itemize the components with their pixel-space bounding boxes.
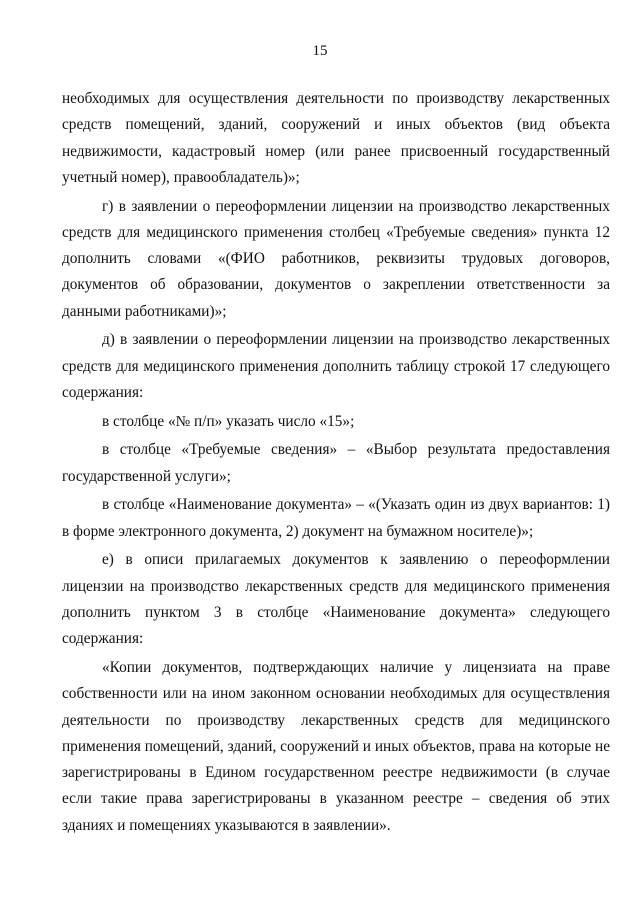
paragraph-quoted-text: «Копии документов, подтверждающих наличие у лицензиата на праве собственности или на ином законном основании необходимых для осуществления деятельности по производству лекарственных средств для медицинского применения помещений, зданий, сооружений и иных объектов, права на которые не зарегистрированы в Едином государственном реестре недвижимости (в случае если такие права зарегистрированы в указанном реестре – сведения об этих зданиях и помещениях указываются в заявлении». bbox=[62, 658, 610, 834]
paragraph-item-e: е) в описи прилагаемых документов к заявлению о переоформлении лицензии на производство лекарственных средств для медицинского применения дополнить пунктом 3 в столбце «Наименование документа» следующего содержания: bbox=[62, 551, 610, 648]
paragraph-column-document-name: в столбце «Наименование документа» – «(Указать один из двух вариантов: 1) в форме электронного документа, 2) документ на бумажном носителе)»; bbox=[62, 496, 610, 540]
paragraph-item-d: д) в заявлении о переоформлении лицензии на производство лекарственных средств для медицинского применения дополнить таблицу строкой 17 следующего содержания: bbox=[62, 331, 610, 402]
paragraph-column-number: в столбце «№ п/п» указать число «15»; bbox=[102, 412, 355, 430]
paragraph-continuation: необходимых для осуществления деятельности по производству лекарственных средств помещений, зданий, сооружений и иных объектов (вид объекта недвижимости, кадастровый номер (или ранее присвоенный государственный учетный номер), правообладатель)»; bbox=[62, 90, 610, 186]
page-number: 15 bbox=[312, 43, 328, 59]
paragraph-item-g: г) в заявлении о переоформлении лицензии на производство лекарственных средств для медицинского применения столбец «Требуемые сведения» пункта 12 дополнить словами «(ФИО работников, реквизиты трудовых договоров, документов об образовании, документов о закреплении ответственности за данными работниками)»; bbox=[62, 197, 610, 320]
document-body bbox=[62, 86, 610, 839]
paragraph-column-required-info: в столбце «Требуемые сведения» – «Выбор результата предоставления государственной услуги»; bbox=[62, 441, 610, 485]
